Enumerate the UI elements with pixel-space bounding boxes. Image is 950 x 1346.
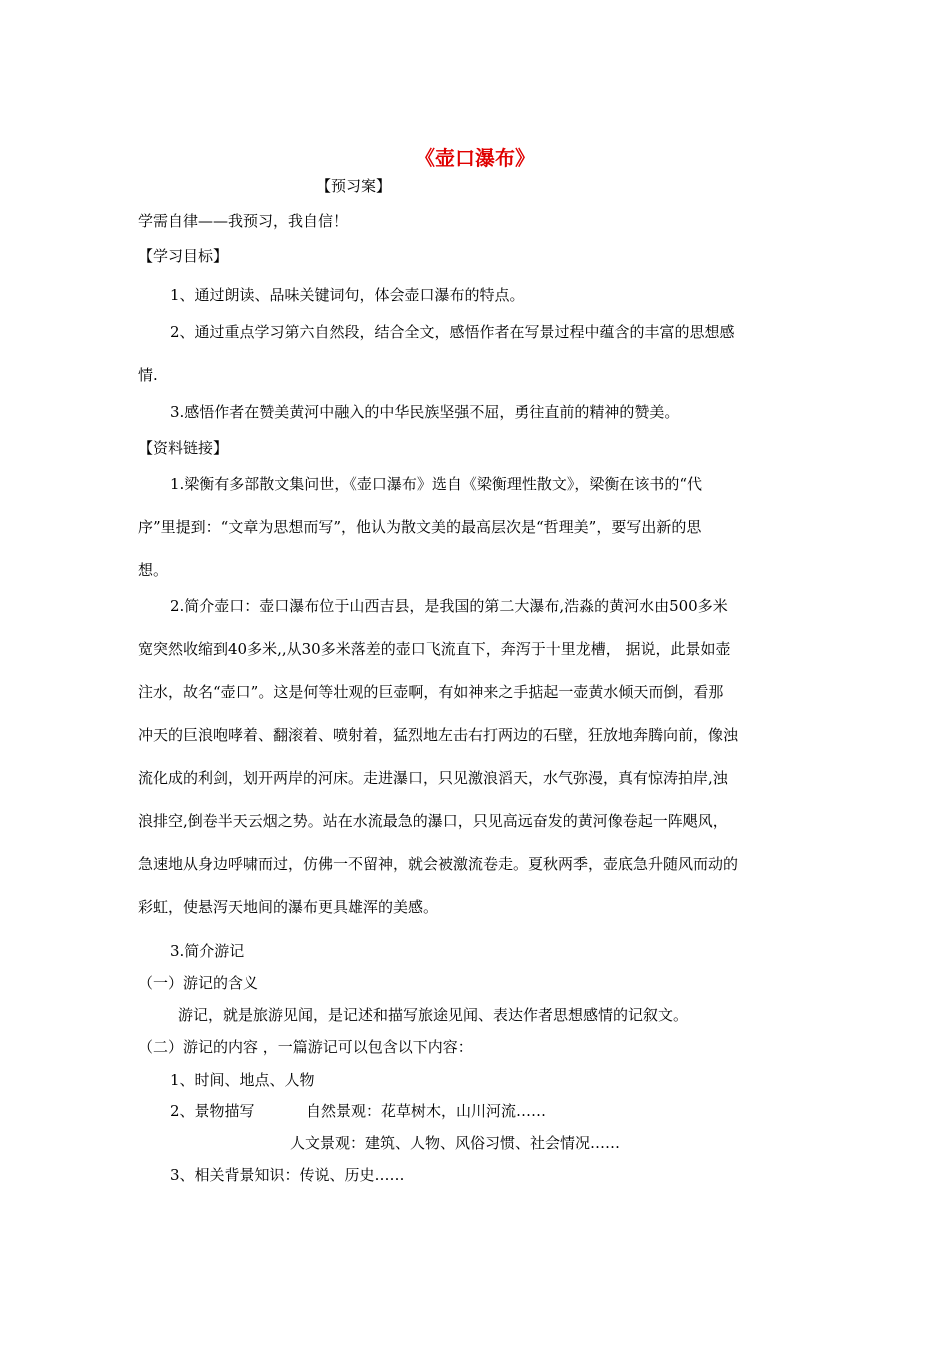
section-subtitle: 【预习案】	[316, 177, 392, 195]
content-list-item: 1、时间、地点、人物	[170, 1071, 315, 1089]
definition-text: 游记，就是旅游见闻，是记述和描写旅途见闻、表达作者思想感情的记叙文。	[178, 1006, 689, 1024]
paragraph-line: 序”里提到：“文章为思想而写”，他认为散文美的最高层次是“哲理美”，要写出新的思	[138, 518, 702, 536]
natural-landscape-text: 自然景观：花草树木，山川河流……	[306, 1102, 547, 1120]
content-list-item: 3、相关背景知识：传说、历史……	[170, 1166, 405, 1184]
motto: 学需自律——我预习，我自信！	[138, 212, 349, 230]
subsection-heading: （二）游记的内容 ，一篇游记可以包含以下内容：	[138, 1038, 473, 1056]
objective-item: 1、通过朗读、品味关键词句，体会壶口瀑布的特点。	[170, 286, 525, 304]
subsection-title: 3.简介游记	[170, 942, 245, 960]
paragraph-line: 注水，故名“壶口”。这是何等壮观的巨壶啊，有如神来之手掂起一壶黄水倾天而倒，看那	[138, 683, 724, 701]
resources-heading: 【资料链接】	[138, 439, 229, 457]
objectives-heading: 【学习目标】	[138, 247, 229, 265]
document-title: 《壶口瀑布》	[415, 146, 535, 170]
paragraph-line: 2.简介壶口：壶口瀑布位于山西吉县，是我国的第二大瀑布,浩淼的黄河水由500多米	[170, 597, 728, 615]
paragraph-line: 彩虹，使悬泻天地间的瀑布更具雄浑的美感。	[138, 898, 439, 916]
objective-item: 3.感悟作者在赞美黄河中融入的中华民族坚强不屈，勇往直前的精神的赞美。	[170, 403, 680, 421]
subsection-heading: （一）游记的含义	[138, 974, 259, 992]
paragraph-line: 急速地从身边呼啸而过，仿佛一不留神，就会被激流卷走。夏秋两季，壶底急升随风而动的	[138, 855, 739, 873]
paragraph-line: 流化成的利剑，划开两岸的河床。走进瀑口，只见激浪滔天，水气弥漫，真有惊涛拍岸,浊	[138, 769, 728, 787]
human-landscape-text: 人文景观：建筑、人物、风俗习惯、社会情况……	[290, 1134, 621, 1152]
paragraph-line: 1.梁衡有多部散文集问世，《壶口瀑布》选自《梁衡理性散文》，梁衡在该书的“代	[170, 475, 702, 493]
content-list-item: 2、景物描写	[170, 1102, 255, 1120]
objective-item: 2、通过重点学习第六自然段，结合全文，感悟作者在写景过程中蕴含的丰富的思想感	[170, 323, 735, 341]
objective-item-continuation: 情.	[138, 366, 158, 384]
paragraph-line: 浪排空,倒卷半天云烟之势。站在水流最急的瀑口，只见高远奋发的黄河像卷起一阵飓风，	[138, 812, 728, 830]
paragraph-line: 想。	[138, 561, 169, 579]
paragraph-line: 宽突然收缩到40多米,,从30多米落差的壶口飞流直下，奔泻于十里龙槽， 据说，此景如壶	[138, 640, 731, 658]
paragraph-line: 冲天的巨浪咆哮着、翻滚着、喷射着，猛烈地左击右打两边的石壁，狂放地奔腾向前，像浊	[138, 726, 739, 744]
